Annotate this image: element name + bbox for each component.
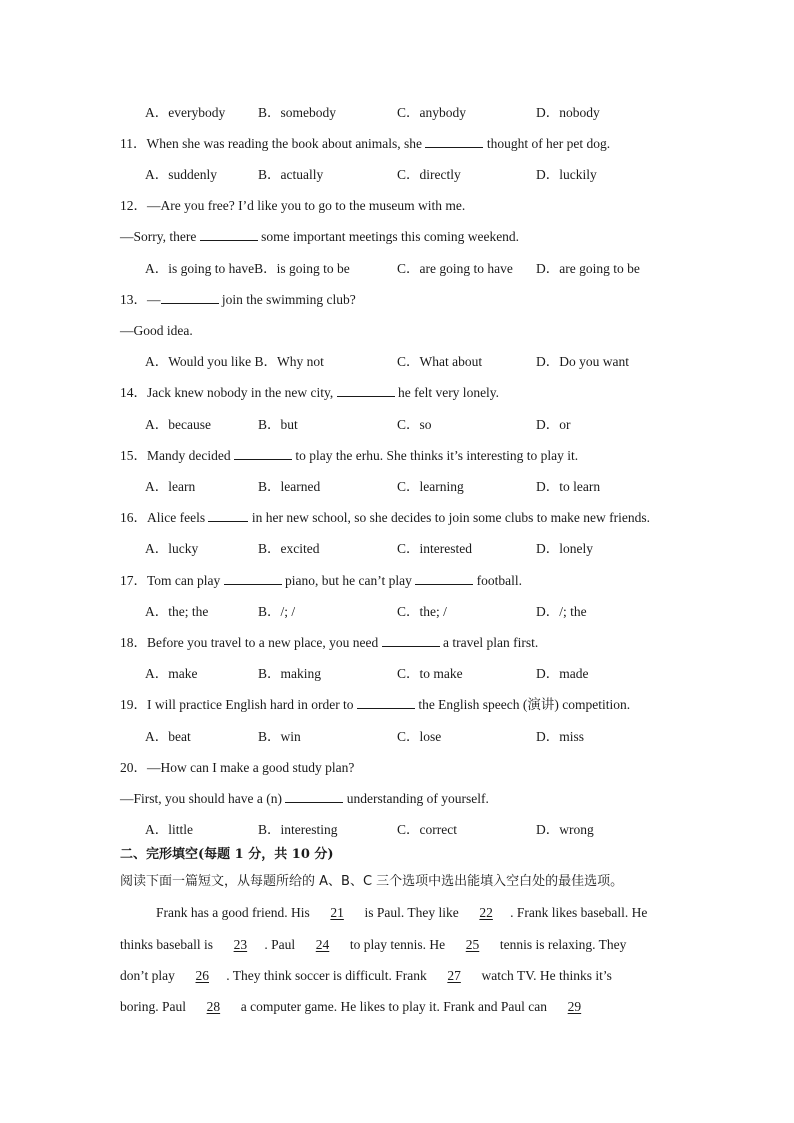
passage-line-4: boring. Paul 28 a computer game. He likes to play it. Frank and Paul can 29 (120, 998, 598, 1016)
q16-stem: 16．Alice feels in her new school, so she decides to join some clubs to make new friends. (120, 510, 651, 525)
cloze-blank-27: 27 (447, 968, 461, 983)
cloze-blank-29: 29 (567, 999, 582, 1014)
cloze-blank-22: 22 (479, 905, 493, 920)
cloze-blank-28: 28 (206, 999, 221, 1014)
cloze-blank-26: 26 (195, 968, 209, 983)
q18-option-c[interactable]: C．to make (397, 666, 463, 681)
q20-response: —First, you should have a (n) understanding of yourself. (120, 791, 489, 806)
q20-option-d[interactable]: D．wrong (536, 822, 594, 837)
q17-option-a[interactable]: A．the; the (145, 604, 209, 619)
q15-option-a[interactable]: A．learn (145, 479, 196, 494)
q13-option-d[interactable]: D．Do you want (536, 354, 629, 369)
q12-option-c[interactable]: C．are going to have (397, 261, 513, 276)
cloze-blank-24: 24 (315, 937, 330, 952)
q20-option-c[interactable]: C．correct (397, 822, 457, 837)
q19-option-c[interactable]: C．lose (397, 729, 442, 744)
q14-stem: 14．Jack knew nobody in the new city, he felt very lonely. (120, 385, 500, 400)
q14-option-b[interactable]: B．but (258, 417, 298, 432)
q20-option-b[interactable]: B．interesting (258, 822, 338, 837)
q12-stem: 12．—Are you free? I’d like you to go to the museum with me. (120, 198, 466, 213)
q10-option-b[interactable]: B．somebody (258, 105, 337, 120)
passage-line-2: thinks baseball is 23 . Paul 24 to play tennis. He 25 tennis is relaxing. They (120, 937, 627, 952)
q10-option-d[interactable]: D．nobody (536, 105, 600, 120)
answer-blank (382, 634, 440, 647)
answer-blank (285, 790, 343, 803)
q20-stem: 20．—How can I make a good study plan? (120, 760, 355, 775)
q16-option-b[interactable]: B．excited (258, 541, 320, 556)
q13-option-c[interactable]: C．What about (397, 354, 483, 369)
cloze-blank-21: 21 (330, 905, 344, 920)
answer-blank (161, 291, 219, 304)
q19-option-d[interactable]: D．miss (536, 729, 585, 744)
answer-blank (415, 572, 473, 585)
q15-option-b[interactable]: B．learned (258, 479, 321, 494)
answer-blank (200, 228, 258, 241)
answer-blank (357, 696, 415, 709)
section-heading: 二、完形填空(每题 1 分，共 10 分) (120, 847, 334, 862)
q17-option-d[interactable]: D．/; the (536, 604, 587, 619)
q12-response: —Sorry, there some important meetings this coming weekend. (120, 229, 520, 244)
q18-stem: 18．Before you travel to a new place, you need a travel plan first. (120, 635, 539, 650)
q10-option-a[interactable]: A．everybody (145, 105, 226, 120)
q15-option-d[interactable]: D．to learn (536, 479, 601, 494)
q10-option-c[interactable]: C．anybody (397, 105, 466, 120)
q17-option-b[interactable]: B．/; / (258, 604, 296, 619)
q11-option-d[interactable]: D．luckily (536, 167, 597, 182)
q19-option-b[interactable]: B．win (258, 729, 301, 744)
passage-line-1: Frank has a good friend. His 21 is Paul. They like 22 . Frank likes baseball. He (156, 905, 648, 920)
q14-option-d[interactable]: D．or (536, 417, 571, 432)
answer-blank (337, 384, 395, 397)
q18-option-d[interactable]: D．made (536, 666, 589, 681)
answer-blank (224, 572, 282, 585)
q13-response: —Good idea. (120, 323, 193, 338)
q14-option-c[interactable]: C．so (397, 417, 432, 432)
q14-option-a[interactable]: A．because (145, 417, 211, 432)
answer-blank (425, 135, 483, 148)
q13-option-ab[interactable]: A．Would you like B．Why not (145, 354, 324, 369)
q12-option-d[interactable]: D．are going to be (536, 261, 640, 276)
q13-stem: 13．— join the swimming club? (120, 292, 356, 307)
section-instruction: 阅读下面一篇短文，从每题所给的 A、B、C 三个选项中选出能填入空白处的最佳选项。 (120, 874, 624, 889)
q11-option-c[interactable]: C．directly (397, 167, 461, 182)
q15-option-c[interactable]: C．learning (397, 479, 464, 494)
q16-option-c[interactable]: C．interested (397, 541, 472, 556)
cloze-blank-25: 25 (465, 937, 480, 952)
q18-option-a[interactable]: A．make (145, 666, 198, 681)
answer-blank (208, 509, 248, 522)
q16-option-d[interactable]: D．lonely (536, 541, 593, 556)
q19-stem: 19．I will practice English hard in order to the English speech (演讲) competition. (120, 697, 631, 712)
q12-option-ab[interactable]: A．is going to haveB．is going to be (145, 261, 350, 276)
q19-option-a[interactable]: A．beat (145, 729, 191, 744)
q20-option-a[interactable]: A．little (145, 822, 193, 837)
cloze-blank-23: 23 (233, 937, 248, 952)
q15-stem: 15．Mandy decided to play the erhu. She thinks it’s interesting to play it. (120, 448, 579, 463)
q16-option-a[interactable]: A．lucky (145, 541, 199, 556)
passage-line-3: don’t play 26 . They think soccer is difficult. Frank 27 watch TV. He thinks it’s (120, 968, 612, 983)
q18-option-b[interactable]: B．making (258, 666, 321, 681)
answer-blank (234, 447, 292, 460)
q11-option-a[interactable]: A．suddenly (145, 167, 217, 182)
q17-stem: 17．Tom can play piano, but he can’t play football. (120, 573, 522, 588)
q11-option-b[interactable]: B．actually (258, 167, 324, 182)
q11-stem: 11．When she was reading the book about animals, she thought of her pet dog. (120, 136, 611, 151)
q17-option-c[interactable]: C．the; / (397, 604, 447, 619)
